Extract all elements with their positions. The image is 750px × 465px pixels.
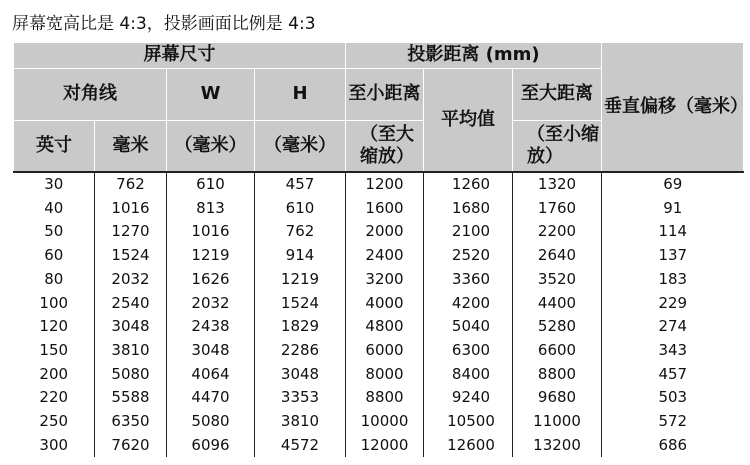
cell-height: 3353 [255,386,346,410]
cell-height: 4572 [255,434,346,458]
cell-max-distance: 1760 [513,197,602,221]
cell-width: 2032 [167,292,255,316]
cell-inch: 50 [44,222,64,241]
cell-mm: 3810 [95,339,167,363]
cell-inch: 220 [39,388,69,407]
table-body [14,172,744,457]
cell-max-distance: 2640 [513,244,602,268]
cell-width: 1016 [167,220,255,244]
cell-offset: 183 [602,268,744,292]
cell-offset: 503 [602,386,744,410]
cell-average: 1680 [424,197,513,221]
cell-offset: 229 [602,292,744,316]
cell-inch: 300 [39,435,69,454]
cell-min-distance: 4000 [346,292,424,316]
cell-average: 2100 [424,220,513,244]
cell-max-distance: 13200 [513,434,602,458]
header-max-distance: 至大距离 [513,68,602,120]
header-height: H [255,68,346,120]
cell-height: 457 [255,172,346,197]
cell-max-distance: 2200 [513,220,602,244]
header-vertical-offset: 垂直偏移（毫米） [602,43,744,172]
cell-min-distance: 8000 [346,363,424,387]
page-title: 屏幕宽高比是 4:3，投影画面比例是 4:3 [12,14,316,34]
table-row [14,386,744,410]
cell-height: 3810 [255,410,346,434]
cell-mm: 5588 [95,386,167,410]
cell-width: 4470 [167,386,255,410]
cell-inch: 80 [44,269,64,288]
projection-table [13,43,749,457]
header-height-unit: （毫米） [255,120,346,172]
cell-min-distance: 2400 [346,244,424,268]
cell-width: 4064 [167,363,255,387]
cell-max-distance: 1320 [513,172,602,197]
header-max-zoom: （至大缩放） [346,120,424,172]
cell-mm: 3048 [95,315,167,339]
cell-max-distance: 8800 [513,363,602,387]
cell-mm: 5080 [95,363,167,387]
cell-offset: 137 [602,244,744,268]
cell-max-distance: 9680 [513,386,602,410]
cell-offset: 69 [602,172,744,197]
cell-min-distance: 12000 [346,434,424,458]
table-row [14,244,744,268]
header-width: W [167,68,255,120]
cell-offset: 91 [602,197,744,221]
cell-min-distance: 3200 [346,268,424,292]
header-mm: 毫米 [95,120,167,172]
cell-width: 1219 [167,244,255,268]
cell-max-distance: 5280 [513,315,602,339]
cell-max-distance: 11000 [513,410,602,434]
cell-average: 8400 [424,363,513,387]
cell-min-distance: 1600 [346,197,424,221]
cell-inch: 150 [39,340,69,359]
cell-average: 4200 [424,292,513,316]
cell-inch: 60 [44,246,64,265]
cell-average: 3360 [424,268,513,292]
cell-mm: 2032 [95,268,167,292]
cell-min-distance: 6000 [346,339,424,363]
cell-width: 3048 [167,339,255,363]
cell-height: 914 [255,244,346,268]
cell-height: 762 [255,220,346,244]
cell-height: 1219 [255,268,346,292]
cell-mm: 2540 [95,292,167,316]
table-row [14,315,744,339]
cell-offset: 114 [602,220,744,244]
header-inch: 英寸 [14,120,95,172]
cell-min-distance: 8800 [346,386,424,410]
cell-inch: 40 [44,198,64,217]
cell-average: 6300 [424,339,513,363]
cell-width: 610 [167,172,255,197]
table-row [14,268,744,292]
table-row [14,197,744,221]
cell-mm: 1016 [95,197,167,221]
cell-max-distance: 3520 [513,268,602,292]
table-row [14,292,744,316]
cell-average: 5040 [424,315,513,339]
table-row [14,220,744,244]
cell-offset: 343 [602,339,744,363]
header-min-zoom: （至小缩放） [513,120,602,172]
cell-average: 1260 [424,172,513,197]
cell-min-distance: 10000 [346,410,424,434]
table-row [14,410,744,434]
cell-width: 6096 [167,434,255,458]
cell-mm: 6350 [95,410,167,434]
cell-min-distance: 1200 [346,172,424,197]
cell-height: 610 [255,197,346,221]
cell-mm: 1524 [95,244,167,268]
cell-offset: 457 [602,363,744,387]
cell-height: 3048 [255,363,346,387]
cell-offset: 274 [602,315,744,339]
cell-width: 5080 [167,410,255,434]
cell-inch: 250 [39,412,69,431]
cell-width: 1626 [167,268,255,292]
cell-width: 813 [167,197,255,221]
cell-average: 9240 [424,386,513,410]
table-row [14,172,744,197]
cell-inch: 200 [39,364,69,383]
cell-mm: 1270 [95,220,167,244]
cell-mm: 7620 [95,434,167,458]
cell-average: 2520 [424,244,513,268]
table-row [14,363,744,387]
header-projection-distance: 投影距离 (mm) [346,43,602,68]
header-diagonal: 对角线 [14,68,167,120]
cell-inch: 100 [39,293,69,312]
cell-mm: 762 [95,172,167,197]
cell-height: 2286 [255,339,346,363]
header-min-distance: 至小距离 [346,68,424,120]
cell-min-distance: 4800 [346,315,424,339]
cell-offset: 686 [602,434,744,458]
cell-height: 1829 [255,315,346,339]
table-row [14,339,744,363]
cell-offset: 572 [602,410,744,434]
cell-average: 12600 [424,434,513,458]
cell-width: 2438 [167,315,255,339]
header-width-unit: （毫米） [167,120,255,172]
table-row [14,434,744,458]
cell-average: 10500 [424,410,513,434]
cell-inch: 30 [44,175,64,193]
cell-max-distance: 4400 [513,292,602,316]
cell-min-distance: 2000 [346,220,424,244]
header-average: 平均值 [424,68,513,172]
cell-inch: 120 [39,317,69,336]
cell-max-distance: 6600 [513,339,602,363]
header-screen-size: 屏幕尺寸 [14,43,346,68]
cell-height: 1524 [255,292,346,316]
